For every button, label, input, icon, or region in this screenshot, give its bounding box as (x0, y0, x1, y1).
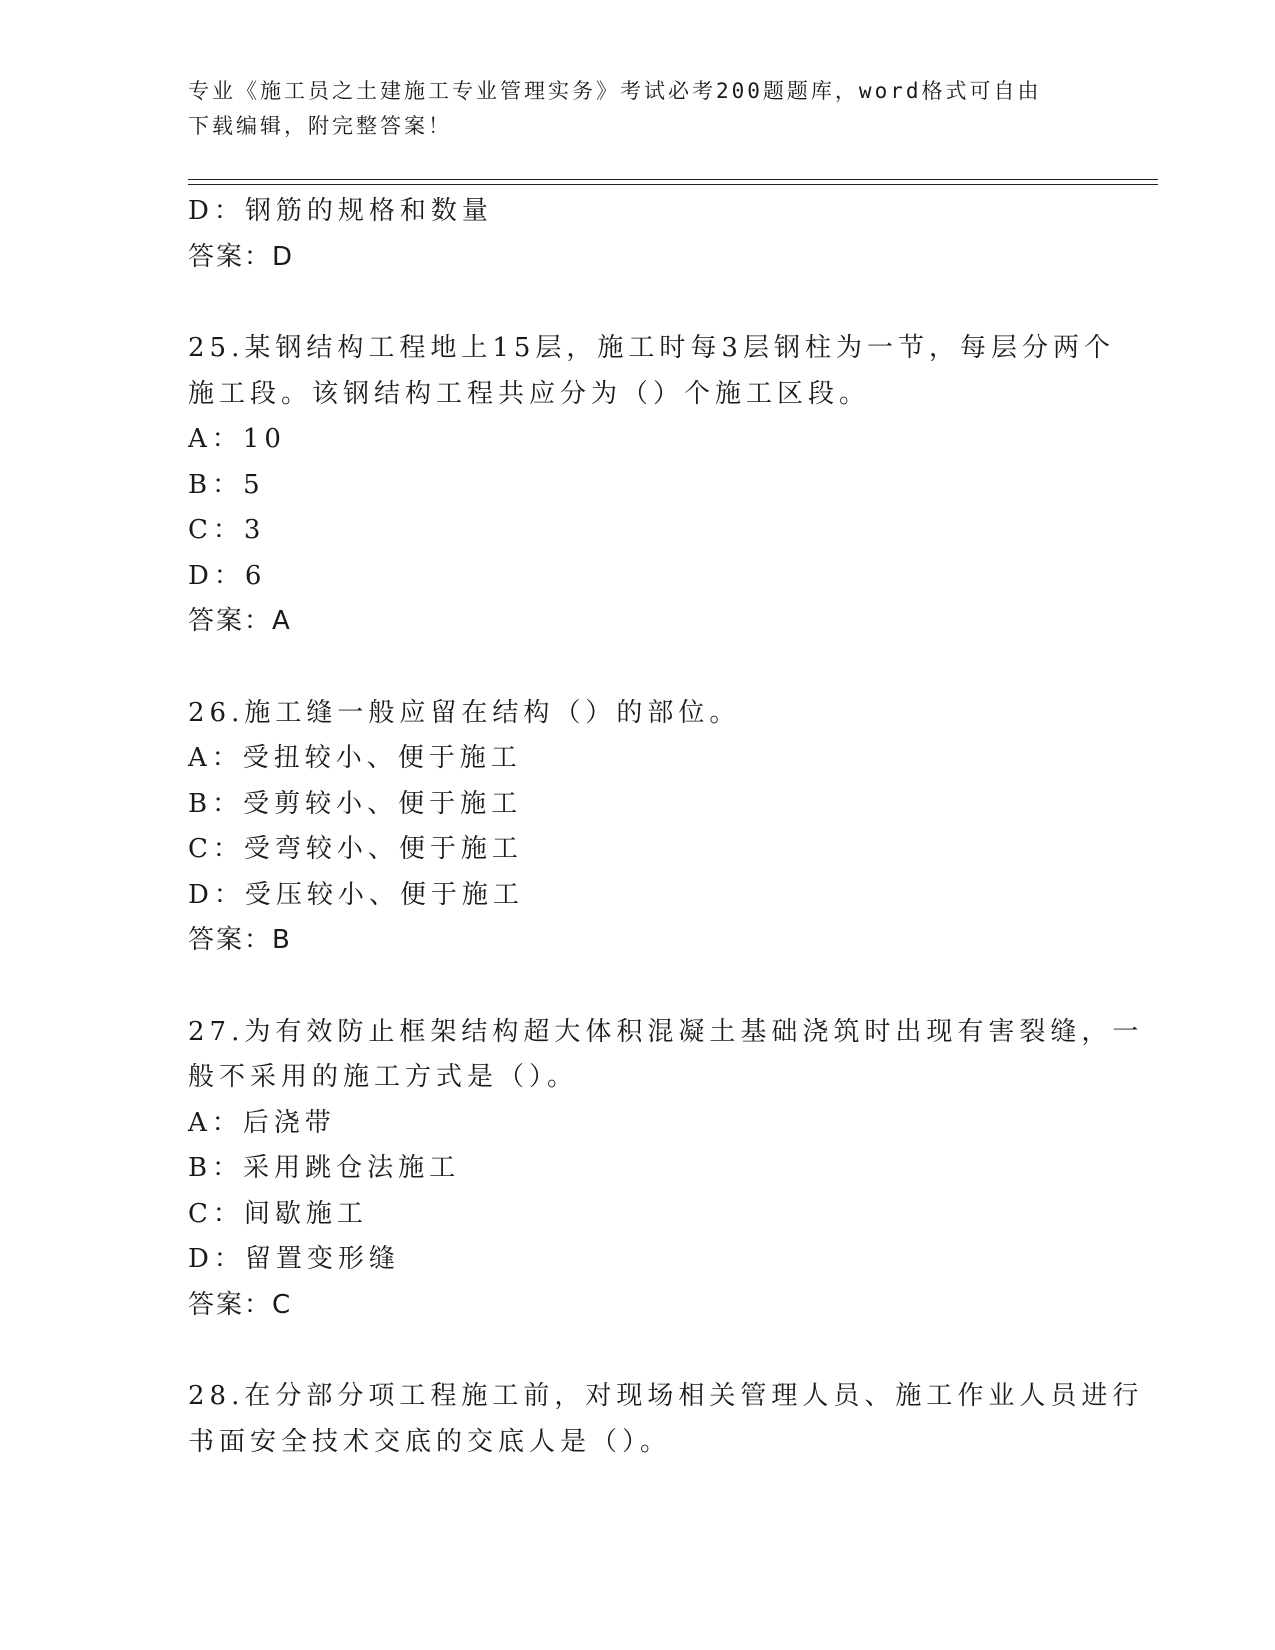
option-c: C：间歇施工 (188, 1198, 368, 1229)
option-d: D：钢筋的规格和数量 (188, 196, 493, 226)
question-25 (188, 326, 1115, 645)
question-list (188, 189, 1144, 1465)
option-a: A：后浇带 (188, 1107, 336, 1138)
header-line-1: 专业《施工员之土建施工专业管理实务》考试必考200题题库，word格式可自由 (188, 79, 1042, 103)
question-stem: 27.为有效防止框架结构超大体积混凝土基础浇筑时出现有害裂缝，一 (188, 1016, 1144, 1047)
header-rule-bottom (188, 184, 1158, 185)
option-a: A：受扭较小、便于施工 (188, 743, 522, 773)
answer-line: 答案：D (188, 241, 295, 272)
document-header (188, 74, 1088, 144)
option-b: B：5 (188, 469, 265, 500)
question-28 (188, 1374, 1144, 1465)
question-stem: 般不采用的施工方式是（）。 (188, 1062, 579, 1092)
question-27 (188, 1010, 1144, 1329)
answer-line: 答案：C (188, 1289, 293, 1320)
answer-line: 答案：B (188, 925, 292, 955)
option-b: B：采用跳仓法施工 (188, 1153, 461, 1183)
question-stem: 28.在分部分项工程施工前，对现场相关管理人员、施工作业人员进行 (188, 1381, 1144, 1411)
option-b: B：受剪较小、便于施工 (188, 788, 523, 819)
option-d: D：受压较小、便于施工 (188, 879, 524, 910)
question-26 (188, 691, 1088, 964)
option-d: D：留置变形缝 (188, 1244, 400, 1274)
header-line-2: 下载编辑，附完整答案！ (188, 114, 452, 138)
option-c: C：3 (188, 515, 266, 545)
option-d: D：6 (188, 560, 267, 591)
option-a: A：10 (188, 424, 286, 454)
question-stem: 26.施工缝一般应留在结构（）的部位。 (188, 697, 741, 728)
question-stem: 25.某钢结构工程地上15层，施工时每3层钢柱为一节，每层分两个 (188, 333, 1115, 363)
header-rule-top (188, 179, 1158, 180)
question-stem: 书面安全技术交底的交底人是（）。 (188, 1426, 672, 1457)
answer-line: 答案：A (188, 606, 292, 636)
question-stem: 施工段。该钢结构工程共应分为（）个施工区段。 (188, 378, 871, 409)
option-c: C：受弯较小、便于施工 (188, 834, 523, 864)
